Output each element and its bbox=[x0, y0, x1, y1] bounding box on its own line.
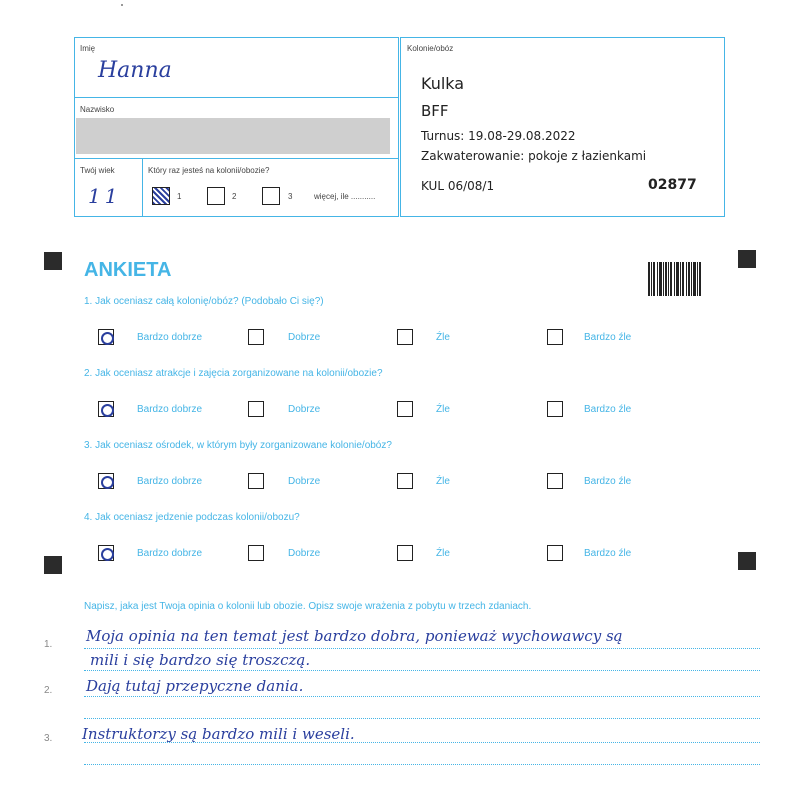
divider bbox=[74, 158, 399, 159]
q2-option-label: Źle bbox=[436, 404, 450, 415]
q1-option-dobrze-checkbox[interactable] bbox=[248, 329, 264, 345]
q2-option-bardzo-dobrze-checkbox[interactable] bbox=[98, 401, 114, 417]
q1-option-label: Dobrze bbox=[288, 332, 321, 343]
ktory-raz-checkbox-1[interactable] bbox=[152, 187, 170, 205]
q1-option-label: Bardzo źle bbox=[584, 332, 632, 343]
scan-dot bbox=[121, 4, 123, 6]
q2-option-zle-checkbox[interactable] bbox=[397, 401, 413, 417]
q4-option-label: Dobrze bbox=[288, 548, 321, 559]
q3-option-dobrze-checkbox[interactable] bbox=[248, 473, 264, 489]
registration-mark bbox=[44, 252, 62, 270]
q3-option-label: Bardzo źle bbox=[584, 476, 632, 487]
barcode-icon bbox=[648, 262, 702, 296]
q1-option-bardzo-dobrze-checkbox[interactable] bbox=[98, 329, 114, 345]
line-number: 3. bbox=[44, 733, 53, 744]
q1-option-label: Źle bbox=[436, 332, 450, 343]
q3-option-zle-checkbox[interactable] bbox=[397, 473, 413, 489]
zakwaterowanie-text: Zakwaterowanie: pokoje z łazienkami bbox=[421, 149, 647, 163]
q2-option-label: Bardzo źle bbox=[584, 404, 632, 415]
opinion-line-2[interactable]: Dają tutaj przepyczne dania. bbox=[86, 677, 304, 695]
q2-option-label: Bardzo dobrze bbox=[137, 404, 203, 415]
writing-line bbox=[84, 696, 760, 697]
q2-option-dobrze-checkbox[interactable] bbox=[248, 401, 264, 417]
ktory-raz-label: Który raz jesteś na kolonii/obozie? bbox=[148, 166, 270, 175]
opinion-line-3[interactable]: Instruktorzy są bardzo mili i weseli. bbox=[82, 725, 355, 743]
q1-option-zle-checkbox[interactable] bbox=[397, 329, 413, 345]
q4-option-bardzo-dobrze-checkbox[interactable] bbox=[98, 545, 114, 561]
q4-option-label: Bardzo źle bbox=[584, 548, 632, 559]
q2-option-label: Dobrze bbox=[288, 404, 321, 415]
form-code: KUL 06/08/1 bbox=[421, 179, 495, 193]
ktory-raz-option-1: 1 bbox=[177, 192, 182, 201]
registration-mark bbox=[738, 552, 756, 570]
registration-mark bbox=[44, 556, 62, 574]
question-2: 2. Jak oceniasz atrakcje i zajęcia zorganizowane na kolonii/obozie? bbox=[84, 368, 383, 379]
question-1: 1. Jak oceniasz całą kolonię/obóz? (Podobało Ci się?) bbox=[84, 296, 324, 307]
q3-option-bardzo-dobrze-checkbox[interactable] bbox=[98, 473, 114, 489]
q3-option-label: Źle bbox=[436, 476, 450, 487]
q3-option-bardzo-zle-checkbox[interactable] bbox=[547, 473, 563, 489]
question-3: 3. Jak oceniasz ośrodek, w którym były zorganizowane kolonie/obóz? bbox=[84, 440, 392, 451]
wiek-label: Twój wiek bbox=[80, 166, 115, 175]
ktory-raz-checkbox-2[interactable] bbox=[207, 187, 225, 205]
opinion-line-1[interactable]: Moja opinia na ten temat jest bardzo dobra, ponieważ wychowawcy są bbox=[86, 627, 623, 645]
kolonie-label: Kolonie/obóz bbox=[407, 44, 454, 53]
q4-option-bardzo-zle-checkbox[interactable] bbox=[547, 545, 563, 561]
line-number: 2. bbox=[44, 685, 53, 696]
q2-option-bardzo-zle-checkbox[interactable] bbox=[547, 401, 563, 417]
imie-value[interactable]: Hanna bbox=[98, 58, 172, 83]
kolonia-sub: BFF bbox=[421, 102, 449, 120]
turnus-text: Turnus: 19.08-29.08.2022 bbox=[421, 129, 576, 143]
opinion-line-1b[interactable]: mili i się bardzo się troszczą. bbox=[90, 651, 311, 669]
q1-option-label: Bardzo dobrze bbox=[137, 332, 203, 343]
registration-mark bbox=[738, 250, 756, 268]
ktory-raz-option-3: 3 bbox=[288, 192, 293, 201]
kolonia-name: Kulka bbox=[421, 74, 465, 93]
opinion-prompt: Napisz, jaka jest Twoja opinia o kolonii lub obozie. Opisz swoje wrażenia z pobytu w trzech zdaniach. bbox=[84, 601, 532, 612]
writing-line bbox=[84, 670, 760, 671]
survey-title: ANKIETA bbox=[84, 259, 172, 281]
wiek-value[interactable]: 11 bbox=[88, 184, 122, 208]
ktory-raz-option-2: 2 bbox=[232, 192, 237, 201]
wiecej-label: więcej, ile ........... bbox=[314, 192, 376, 201]
nazwisko-redacted bbox=[76, 118, 390, 154]
nazwisko-label: Nazwisko bbox=[80, 105, 115, 114]
form-number: 02877 bbox=[648, 177, 697, 193]
q4-option-dobrze-checkbox[interactable] bbox=[248, 545, 264, 561]
q1-option-bardzo-zle-checkbox[interactable] bbox=[547, 329, 563, 345]
line-number: 1. bbox=[44, 639, 53, 650]
divider bbox=[142, 158, 143, 217]
q4-option-label: Bardzo dobrze bbox=[137, 548, 203, 559]
imie-label: Imię bbox=[80, 44, 96, 53]
divider bbox=[74, 97, 399, 98]
question-4: 4. Jak oceniasz jedzenie podczas kolonii/obozu? bbox=[84, 512, 300, 523]
writing-line bbox=[84, 764, 760, 765]
q3-option-label: Dobrze bbox=[288, 476, 321, 487]
q4-option-label: Źle bbox=[436, 548, 450, 559]
writing-line bbox=[84, 648, 760, 649]
q4-option-zle-checkbox[interactable] bbox=[397, 545, 413, 561]
writing-line bbox=[84, 718, 760, 719]
ktory-raz-checkbox-3[interactable] bbox=[262, 187, 280, 205]
q3-option-label: Bardzo dobrze bbox=[137, 476, 203, 487]
